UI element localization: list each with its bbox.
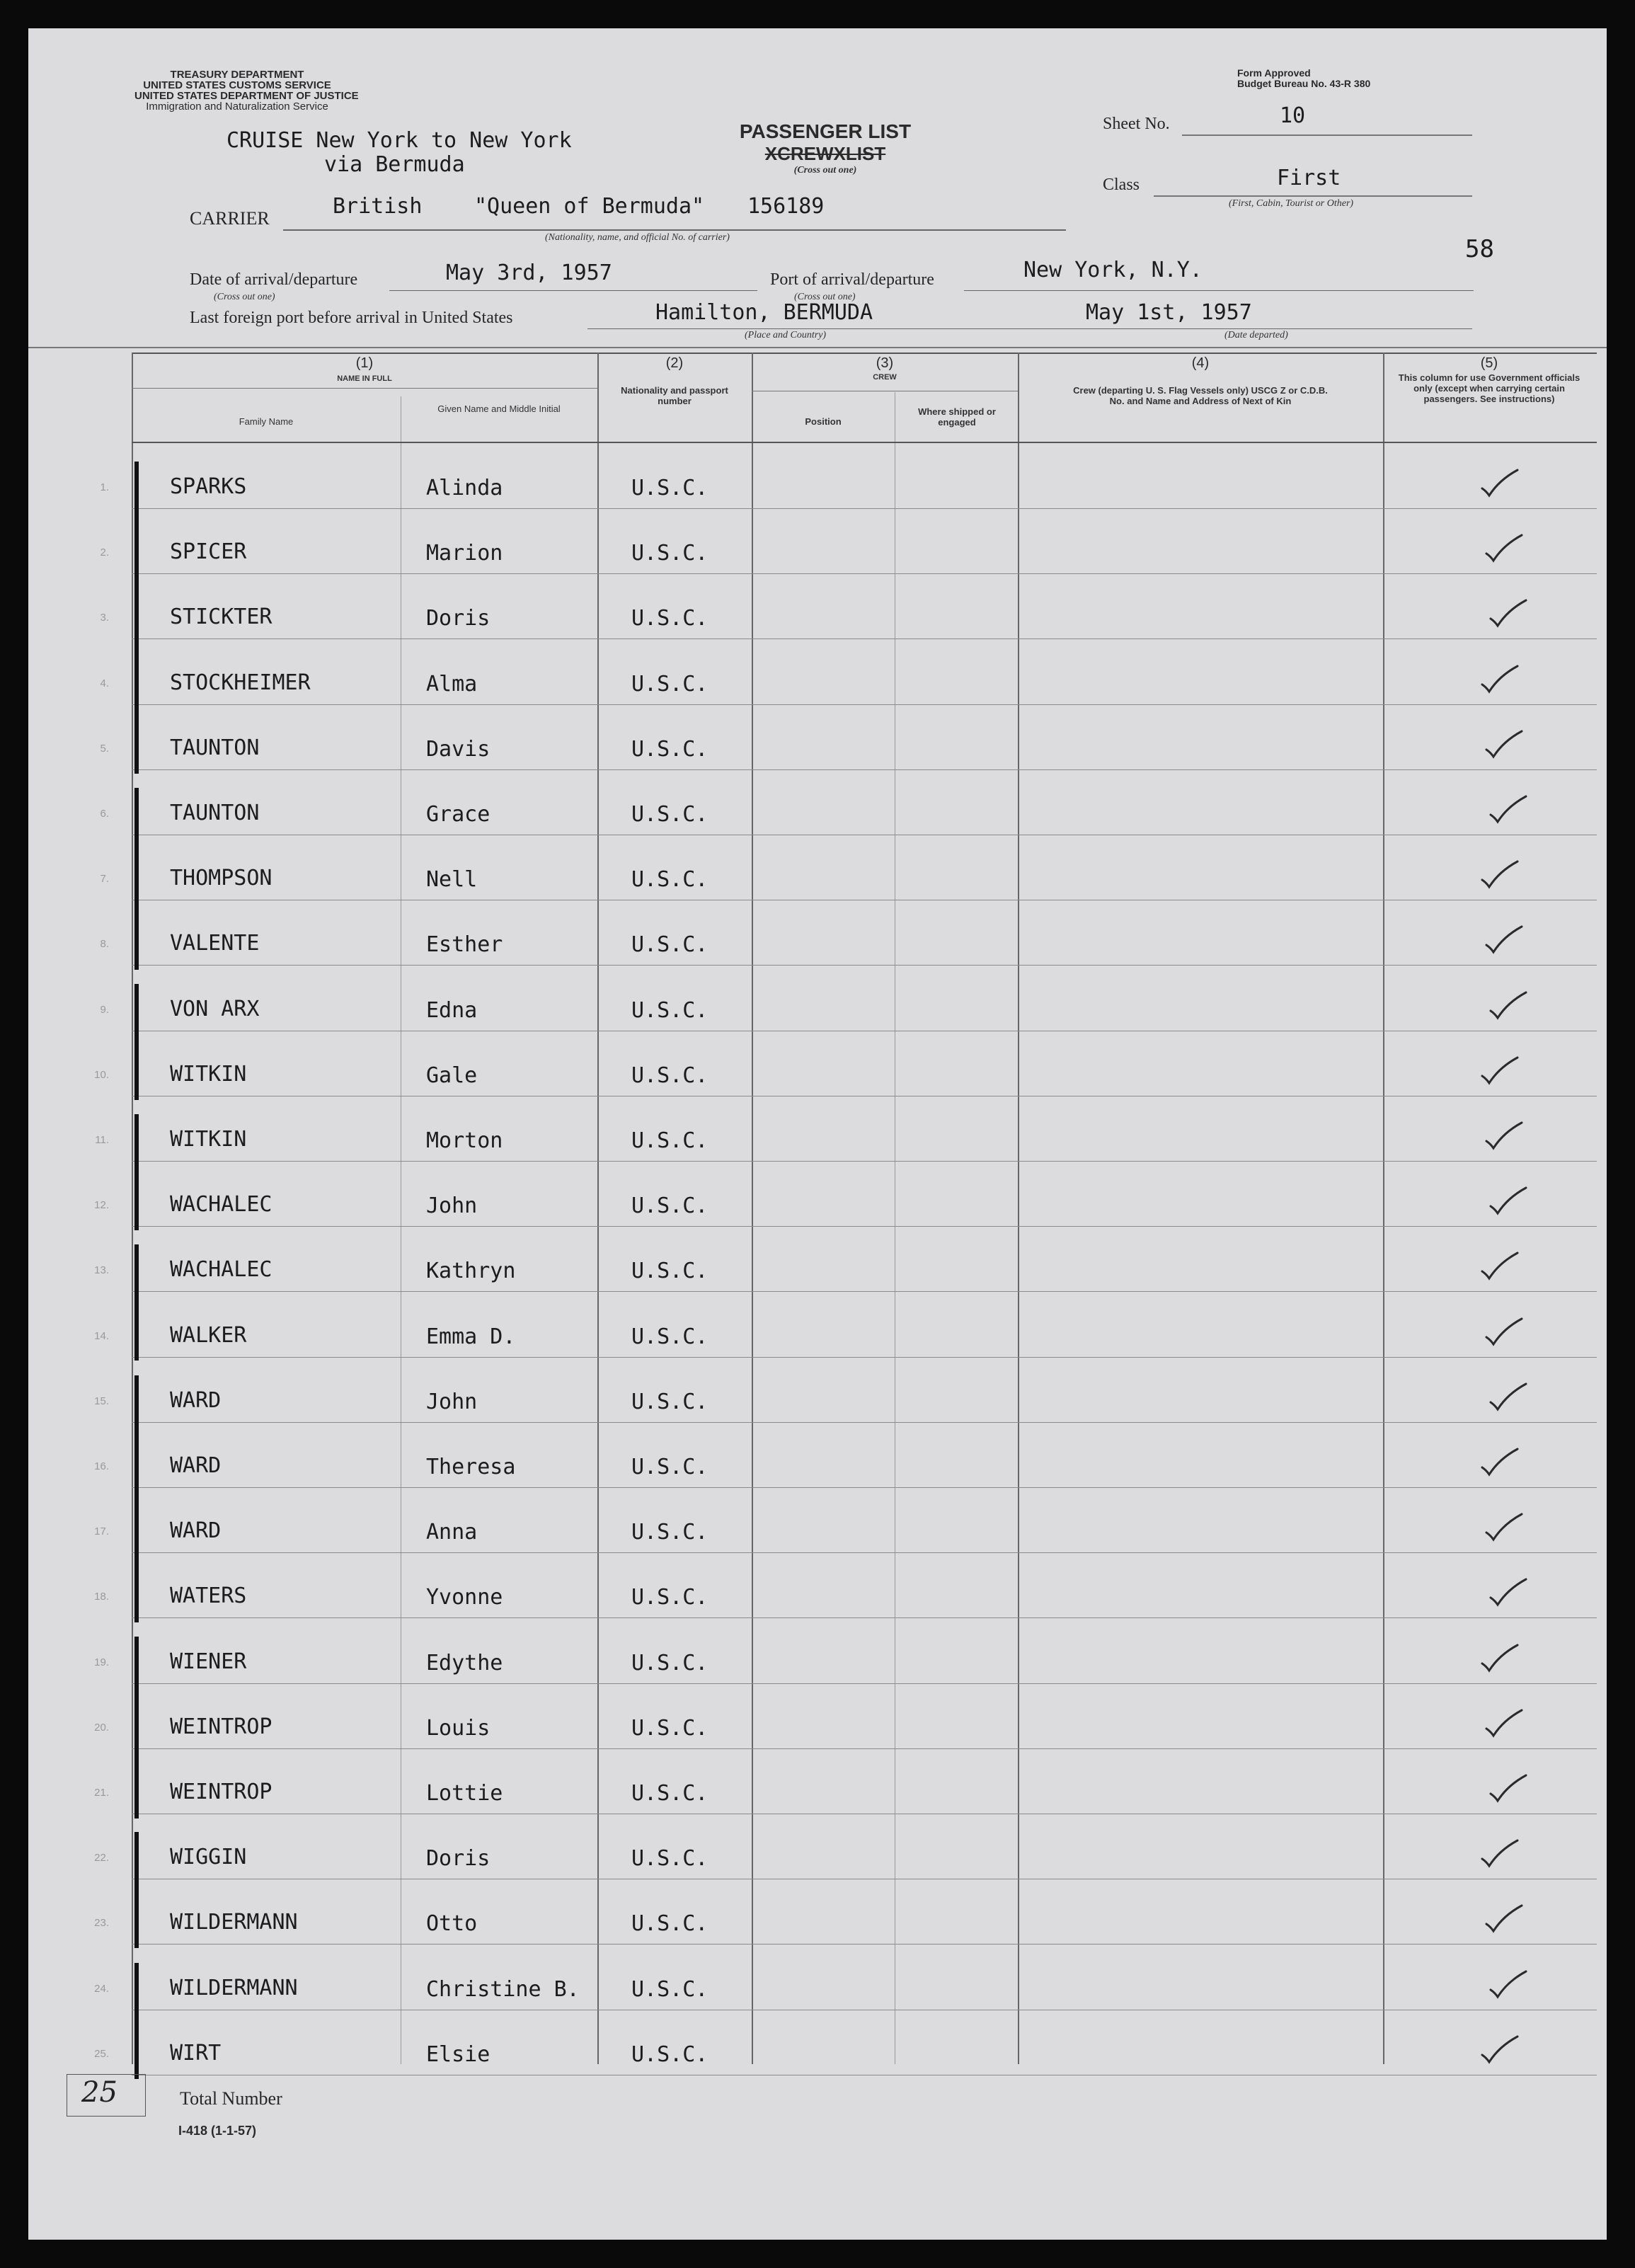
last-port-place: Hamilton, BERMUDA <box>655 300 873 325</box>
given-name: Emma D. <box>426 1324 516 1349</box>
nationality: U.S.C. <box>631 1585 708 1610</box>
nationality: U.S.C. <box>631 541 708 566</box>
row-number: 2. <box>100 546 109 559</box>
sheet-label: Sheet No. <box>1103 115 1170 133</box>
family-name: SPICER <box>170 539 247 564</box>
cruise-line-2: via Bermuda <box>324 152 465 177</box>
row-number: 18. <box>94 1591 109 1603</box>
row-number: 12. <box>94 1199 109 1211</box>
given-name: Doris <box>426 606 490 631</box>
nationality: U.S.C. <box>631 1324 708 1349</box>
margin-bracket-mark <box>134 984 139 1100</box>
family-name: WARD <box>170 1388 222 1413</box>
row-number: 15. <box>94 1395 109 1407</box>
nationality: U.S.C. <box>631 1846 708 1871</box>
family-name: WIGGIN <box>170 1845 247 1869</box>
nationality: U.S.C. <box>631 672 708 697</box>
given-name: Alinda <box>426 476 503 500</box>
carrier-note: (Nationality, name, and official No. of carrier) <box>545 232 730 243</box>
given-name: Edythe <box>426 1651 503 1676</box>
row-number: 4. <box>100 677 109 689</box>
form-number: I-418 (1-1-57) <box>178 2124 257 2138</box>
nationality: U.S.C. <box>631 1911 708 1936</box>
family-name: WILDERMANN <box>170 1976 298 2000</box>
family-name: TAUNTON <box>170 735 260 760</box>
row-number: 5. <box>100 743 109 755</box>
given-name: Morton <box>426 1128 503 1153</box>
handwritten-checkmark-icon <box>1484 1707 1526 1740</box>
col3-number: (3) <box>876 355 894 371</box>
family-name: WIENER <box>170 1649 247 1674</box>
handwritten-checkmark-icon <box>1484 1511 1526 1544</box>
handwritten-checkmark-icon <box>1488 1576 1530 1609</box>
family-name: VON ARX <box>170 997 260 1021</box>
handwritten-checkmark-icon <box>1488 1969 1530 2001</box>
cruise-line-1: CRUISE New York to New York <box>226 128 572 153</box>
margin-bracket-mark <box>134 1832 139 1948</box>
total-box <box>67 2074 146 2117</box>
row-number: 10. <box>94 1069 109 1081</box>
given-name: Anna <box>426 1520 478 1545</box>
total-value: 25 <box>81 2076 117 2109</box>
family-name: WATERS <box>170 1583 247 1608</box>
last-port-date-note: (Date departed) <box>1224 330 1288 340</box>
agency-line-1: TREASURY DEPARTMENT <box>170 69 304 81</box>
nationality: U.S.C. <box>631 606 708 631</box>
form-approved-block <box>1237 68 1370 89</box>
col5-title: This column for use Government officials only (except when carrying certain passengers. See instructions) <box>1398 372 1580 404</box>
handwritten-checkmark-icon <box>1479 1250 1522 1283</box>
given-name: Esther <box>426 932 503 957</box>
carrier-label: CARRIER <box>190 208 270 229</box>
nationality: U.S.C. <box>631 932 708 957</box>
nationality: U.S.C. <box>631 1259 708 1283</box>
last-port-label: Last foreign port before arrival in United States <box>190 309 513 327</box>
handwritten-checkmark-icon <box>1488 990 1530 1022</box>
nationality: U.S.C. <box>631 1716 708 1741</box>
family-name: THOMPSON <box>170 866 272 890</box>
row-number: 19. <box>94 1656 109 1668</box>
family-name: WARD <box>170 1518 222 1543</box>
row-number: 14. <box>94 1330 109 1342</box>
handwritten-checkmark-icon <box>1479 663 1522 696</box>
given-name: Yvonne <box>426 1585 503 1610</box>
given-name: Elsie <box>426 2042 490 2067</box>
agency-line-2: UNITED STATES CUSTOMS SERVICE <box>143 79 331 91</box>
carrier-number: 156189 <box>747 194 825 219</box>
margin-bracket-mark <box>134 788 139 970</box>
nationality: U.S.C. <box>631 1193 708 1218</box>
row-number: 3. <box>100 612 109 624</box>
given-name: Grace <box>426 802 490 827</box>
handwritten-checkmark-icon <box>1484 1903 1526 1935</box>
given-name: Doris <box>426 1846 490 1871</box>
handwritten-checkmark-icon <box>1488 1185 1530 1218</box>
title-note: (Cross out one) <box>793 165 857 176</box>
margin-bracket-mark <box>134 1375 139 1622</box>
given-name: Davis <box>426 737 490 762</box>
class-label: Class <box>1103 176 1140 194</box>
carrier-nationality: British <box>333 194 423 219</box>
family-name: STOCKHEIMER <box>170 670 311 695</box>
nationality: U.S.C. <box>631 1977 708 2002</box>
handwritten-checkmark-icon <box>1479 1055 1522 1087</box>
nationality: U.S.C. <box>631 1455 708 1479</box>
title-passenger-list: PASSENGER LIST <box>739 120 912 142</box>
family-name: TAUNTON <box>170 801 260 825</box>
given-name: Kathryn <box>426 1259 516 1283</box>
agency-line-3: UNITED STATES DEPARTMENT OF JUSTICE <box>134 90 359 102</box>
row-number: 7. <box>100 873 109 885</box>
class-value: First <box>1277 166 1341 190</box>
nationality: U.S.C. <box>631 1390 708 1414</box>
family-name: SPARKS <box>170 474 247 499</box>
handwritten-checkmark-icon <box>1484 728 1526 761</box>
handwritten-checkmark-icon <box>1488 597 1530 630</box>
page-number: 58 <box>1465 235 1494 263</box>
row-number: 21. <box>94 1787 109 1799</box>
total-label: Total Number <box>180 2088 282 2109</box>
port-value: New York, N.Y. <box>1023 258 1203 282</box>
last-port-place-note: (Place and Country) <box>745 330 827 340</box>
col2-number: (2) <box>665 355 684 371</box>
nationality: U.S.C. <box>631 1781 708 1806</box>
nationality: U.S.C. <box>631 737 708 762</box>
family-name: WILDERMANN <box>170 1910 298 1935</box>
col1-family-header: Family Name <box>239 416 294 427</box>
family-name: WARD <box>170 1453 222 1478</box>
given-name: Theresa <box>426 1455 516 1479</box>
port-note: (Cross out one) <box>794 292 856 302</box>
agency-block <box>134 69 359 113</box>
margin-bracket-mark <box>134 1637 139 1819</box>
form-title <box>719 120 931 176</box>
col3-where-header: Where shipped or engaged <box>918 406 996 428</box>
family-name: WITKIN <box>170 1062 247 1087</box>
family-name: WACHALEC <box>170 1192 272 1217</box>
row-number: 13. <box>94 1264 109 1276</box>
nationality: U.S.C. <box>631 1520 708 1545</box>
given-name: Marion <box>426 541 503 566</box>
family-name: WACHALEC <box>170 1257 272 1282</box>
margin-bracket-mark <box>134 462 139 774</box>
row-number: 25. <box>94 2048 109 2060</box>
family-name: WEINTROP <box>170 1780 272 1804</box>
last-port-date: May 1st, 1957 <box>1086 300 1252 325</box>
arrival-label: Date of arrival/departure <box>190 270 358 289</box>
col2-title: Nationality and passport number <box>621 385 728 406</box>
nationality: U.S.C. <box>631 998 708 1023</box>
family-name: WIRT <box>170 2041 222 2066</box>
nationality: U.S.C. <box>631 867 708 892</box>
passenger-list-document <box>28 28 1607 2240</box>
col1-given-header: Given Name and Middle Initial <box>437 403 561 414</box>
col3-position-header: Position <box>805 416 842 427</box>
handwritten-checkmark-icon <box>1484 1316 1526 1348</box>
row-number: 16. <box>94 1460 109 1472</box>
class-note: (First, Cabin, Tourist or Other) <box>1229 198 1354 209</box>
arrival-note: (Cross out one) <box>214 292 275 302</box>
family-name: VALENTE <box>170 931 260 956</box>
handwritten-checkmark-icon <box>1484 924 1526 956</box>
given-name: Gale <box>426 1063 478 1088</box>
row-number: 8. <box>100 938 109 950</box>
given-name: Edna <box>426 998 478 1023</box>
row-number: 24. <box>94 1983 109 1995</box>
handwritten-checkmark-icon <box>1488 1772 1530 1805</box>
margin-bracket-mark <box>134 1114 139 1230</box>
cruise-route <box>226 129 572 177</box>
margin-bracket-mark <box>134 1963 139 2079</box>
given-name: John <box>426 1390 478 1414</box>
row-number: 23. <box>94 1917 109 1929</box>
given-name: Louis <box>426 1716 490 1741</box>
handwritten-checkmark-icon <box>1479 2034 1522 2066</box>
given-name: Alma <box>426 672 478 697</box>
row-number: 17. <box>94 1525 109 1537</box>
given-name: Christine B. <box>426 1977 580 2002</box>
row-number: 11. <box>95 1134 109 1146</box>
row-number: 1. <box>100 481 109 493</box>
handwritten-checkmark-icon <box>1479 1838 1522 1870</box>
row-number: 9. <box>100 1004 109 1016</box>
form-approved-line-1: Form Approved <box>1237 67 1311 79</box>
handwritten-checkmark-icon <box>1488 1381 1530 1414</box>
handwritten-checkmark-icon <box>1479 1642 1522 1675</box>
col3-title: CREW <box>873 373 897 382</box>
nationality: U.S.C. <box>631 1128 708 1153</box>
title-crew-list-struck: XCREWXLIST <box>764 143 886 164</box>
port-label: Port of arrival/departure <box>770 270 934 289</box>
nationality: U.S.C. <box>631 2042 708 2067</box>
col4-number: (4) <box>1191 355 1210 371</box>
agency-line-4: Immigration and Naturalization Service <box>146 101 328 113</box>
arrival-date-value: May 3rd, 1957 <box>446 260 612 285</box>
family-name: STICKTER <box>170 605 272 629</box>
col1-title: NAME IN FULL <box>337 374 392 383</box>
col1-number: (1) <box>355 355 374 371</box>
family-name: WALKER <box>170 1323 247 1348</box>
handwritten-checkmark-icon <box>1479 1446 1522 1479</box>
margin-bracket-mark <box>134 1244 139 1361</box>
nationality: U.S.C. <box>631 1651 708 1676</box>
sheet-value: 10 <box>1280 103 1306 128</box>
handwritten-checkmark-icon <box>1479 467 1522 500</box>
col4-title: Crew (departing U. S. Flag Vessels only) USCG Z or C.D.B. No. and Name and Address of Next of Kin <box>1073 385 1328 406</box>
nationality: U.S.C. <box>631 476 708 500</box>
given-name: Otto <box>426 1911 478 1936</box>
nationality: U.S.C. <box>631 1063 708 1088</box>
given-name: Nell <box>426 867 478 892</box>
handwritten-checkmark-icon <box>1479 859 1522 891</box>
form-approved-line-2: Budget Bureau No. 43-R 380 <box>1237 78 1371 89</box>
nationality: U.S.C. <box>631 802 708 827</box>
row-number: 20. <box>94 1722 109 1734</box>
given-name: John <box>426 1193 478 1218</box>
family-name: WEINTROP <box>170 1714 272 1739</box>
handwritten-checkmark-icon <box>1484 532 1526 565</box>
handwritten-checkmark-icon <box>1488 794 1530 826</box>
given-name: Lottie <box>426 1781 503 1806</box>
handwritten-checkmark-icon <box>1484 1120 1526 1152</box>
row-number: 6. <box>100 808 109 820</box>
row-number: 22. <box>94 1852 109 1864</box>
family-name: WITKIN <box>170 1127 247 1152</box>
carrier-name: "Queen of Bermuda" <box>474 194 705 219</box>
col5-number: (5) <box>1480 355 1498 371</box>
